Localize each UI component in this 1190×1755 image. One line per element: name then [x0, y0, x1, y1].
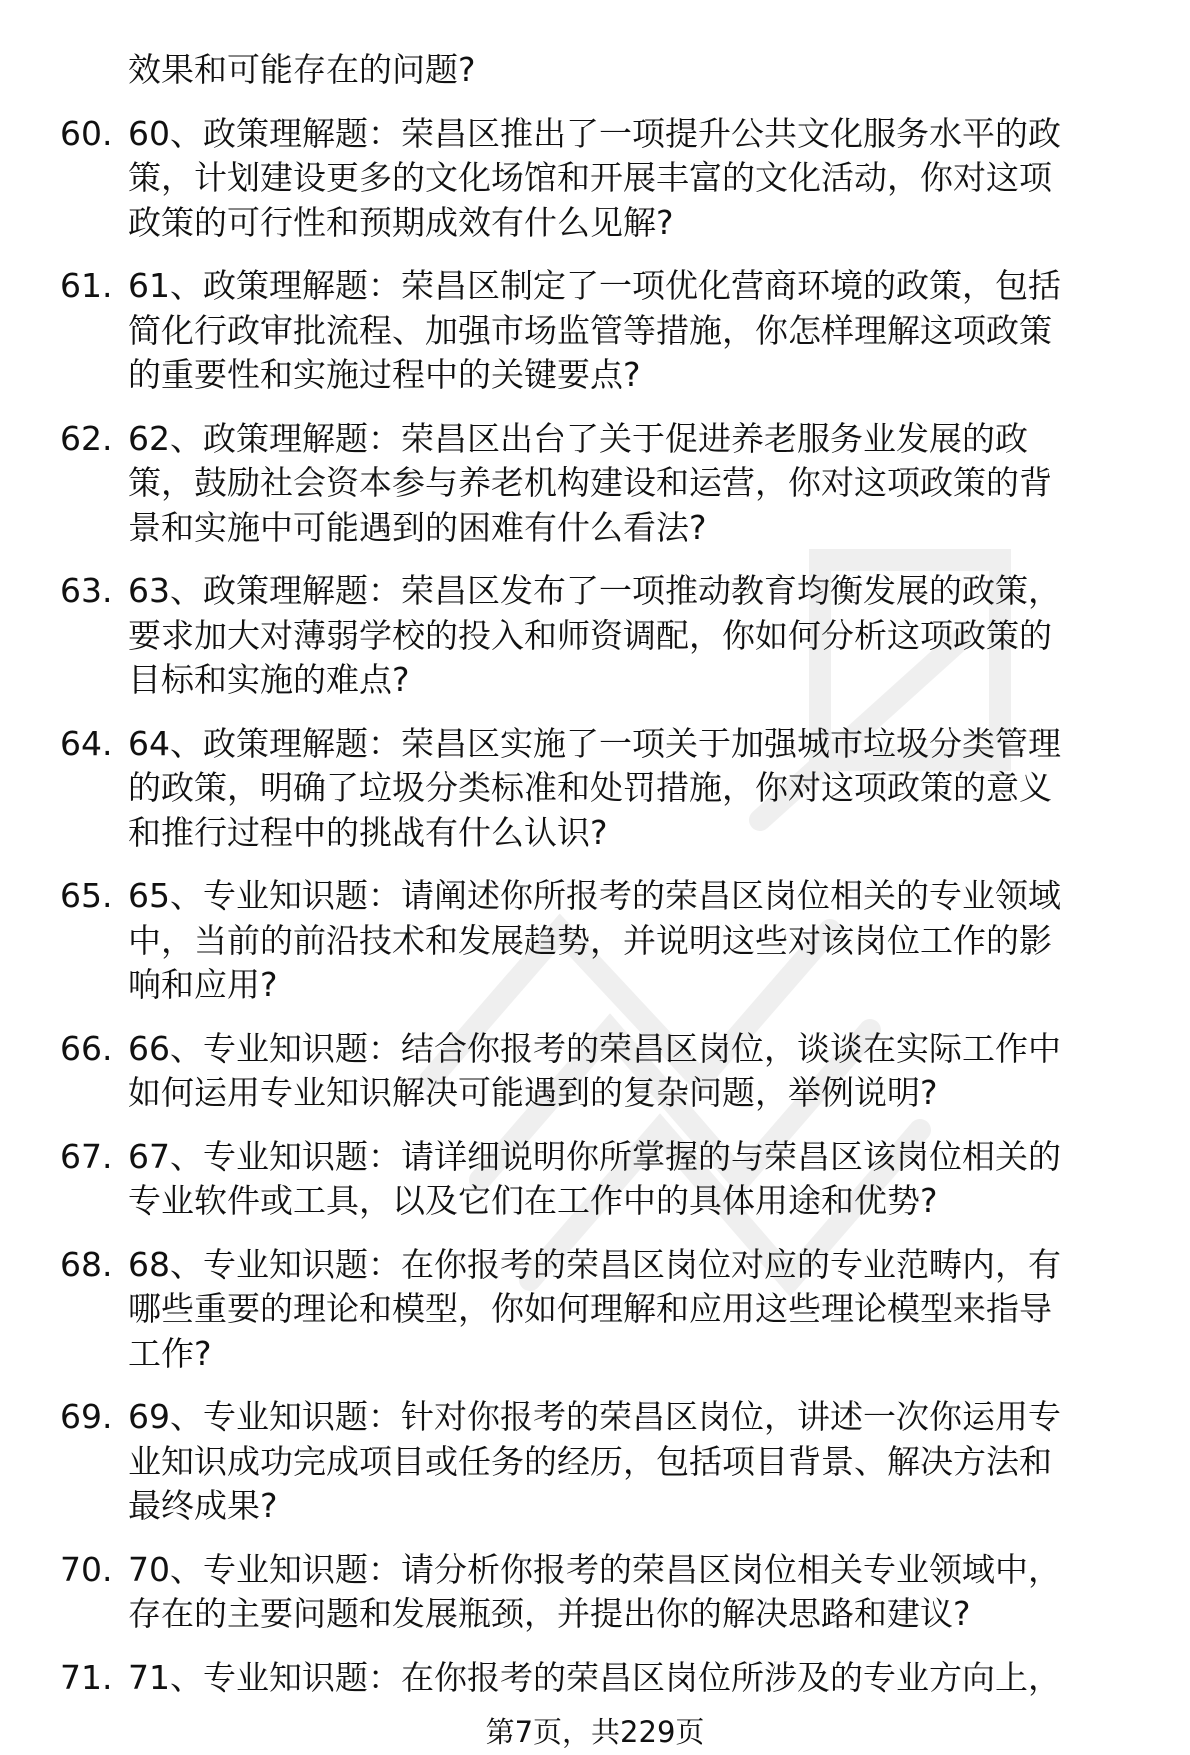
- list-item-first-line: [60, 417, 1150, 462]
- list-item-number: 63.: [60, 571, 113, 610]
- list-item-number: 69.: [60, 1397, 113, 1436]
- list-item-text: 63、政策理解题：荣昌区发布了一项推动教育均衡发展的政策，: [128, 571, 1061, 610]
- list-item-text: 70、专业知识题：请分析你报考的荣昌区岗位相关专业领域中，: [128, 1549, 1061, 1589]
- list-item-text: 的重要性和实施过程中的关键要点?: [128, 355, 641, 394]
- list-item: [60, 1656, 1150, 1701]
- page-footer: 第7页，共229页: [485, 1715, 705, 1749]
- list-item-text: 政策的可行性和预期成效有什么见解?: [128, 202, 674, 242]
- list-item: [60, 112, 1150, 246]
- list-item: [60, 1243, 1150, 1377]
- list-item-text: 要求加大对薄弱学校的投入和师资调配，你如何分析这项政策的: [128, 615, 1052, 655]
- list-item-text: 哪些重要的理论和模型，你如何理解和应用这些理论模型来指导: [128, 1289, 1052, 1328]
- list-item-text: 最终成果?: [128, 1486, 278, 1525]
- list-item-text: 和推行过程中的挑战有什么认识?: [128, 812, 608, 852]
- list-item-first-line: [60, 1243, 1150, 1288]
- list-item-text: 中，当前的前沿技术和发展趋势，并说明这些对该岗位工作的影: [128, 920, 1052, 960]
- list-item-number: 67.: [60, 1136, 113, 1176]
- question-list: [60, 112, 1150, 1701]
- list-item-number: 68.: [60, 1244, 113, 1284]
- list-item-text: 景和实施中可能遇到的困难有什么看法?: [128, 507, 707, 547]
- list-item-number: 61.: [60, 266, 113, 305]
- list-item-text: 简化行政审批流程、加强市场监管等措施，你怎样理解这项政策: [128, 310, 1052, 350]
- list-item-text: 65、专业知识题：请阐述你所报考的荣昌区岗位相关的专业领域: [128, 876, 1061, 915]
- list-item-number: 60.: [60, 113, 113, 153]
- list-item-number: 71.: [60, 1657, 113, 1697]
- list-item-text: 的政策，明确了垃圾分类标准和处罚措施，你对这项政策的意义: [128, 768, 1052, 807]
- list-item-text: 工作?: [128, 1333, 212, 1373]
- list-item: [60, 1135, 1150, 1224]
- list-item-text: 60、政策理解题：荣昌区推出了一项提升公共文化服务水平的政: [128, 113, 1061, 153]
- list-item-number: 62.: [60, 418, 113, 458]
- list-item: [60, 874, 1150, 1008]
- list-item-first-line: [60, 1135, 1150, 1180]
- intro-continuation: [60, 48, 1150, 93]
- list-item-first-line: [60, 1548, 1150, 1593]
- list-item-text: 业知识成功完成项目或任务的经历，包括项目背景、解决方法和: [128, 1441, 1052, 1481]
- list-item: [60, 1395, 1150, 1529]
- list-item-text: 68、专业知识题：在你报考的荣昌区岗位对应的专业范畴内，有: [128, 1244, 1061, 1284]
- list-item-text: 62、政策理解题：荣昌区出台了关于促进养老服务业发展的政: [128, 418, 1028, 458]
- list-item-first-line: [60, 1395, 1150, 1440]
- list-item-first-line: [60, 569, 1150, 614]
- list-item-first-line: [60, 1027, 1150, 1072]
- list-item-first-line: [60, 264, 1150, 309]
- list-item: [60, 264, 1150, 398]
- list-item-text: 策，计划建设更多的文化场馆和开展丰富的文化活动，你对这项: [128, 158, 1052, 197]
- list-item: [60, 417, 1150, 551]
- list-item-first-line: [60, 1656, 1150, 1701]
- list-item: [60, 1548, 1150, 1637]
- list-item-number: 64.: [60, 723, 113, 763]
- list-item: [60, 1027, 1150, 1116]
- list-item-text: 存在的主要问题和发展瓶颈，并提出你的解决思路和建议?: [128, 1594, 971, 1633]
- list-item-text: 61、政策理解题：荣昌区制定了一项优化营商环境的政策，包括: [128, 266, 1061, 305]
- list-item-number: 65.: [60, 876, 113, 915]
- list-item: [60, 569, 1150, 703]
- list-item-text: 响和应用?: [128, 965, 278, 1004]
- list-item-first-line: [60, 112, 1150, 157]
- list-item-text: 64、政策理解题：荣昌区实施了一项关于加强城市垃圾分类管理: [128, 723, 1061, 763]
- list-item-first-line: [60, 722, 1150, 767]
- list-item-text: 如何运用专业知识解决可能遇到的复杂问题，举例说明?: [128, 1073, 938, 1112]
- document-body: [60, 48, 1150, 1700]
- list-item-text: 71、专业知识题：在你报考的荣昌区岗位所涉及的专业方向上，: [128, 1657, 1061, 1697]
- intro-line: 效果和可能存在的问题?: [128, 50, 476, 89]
- list-item-text: 策，鼓励社会资本参与养老机构建设和运营，你对这项政策的背: [128, 463, 1052, 502]
- list-item-number: 66.: [60, 1028, 113, 1068]
- list-item-text: 专业软件或工具，以及它们在工作中的具体用途和优势?: [128, 1181, 938, 1220]
- list-item-text: 69、专业知识题：针对你报考的荣昌区岗位，讲述一次你运用专: [128, 1397, 1061, 1436]
- list-item-number: 70.: [60, 1549, 113, 1589]
- list-item-text: 67、专业知识题：请详细说明你所掌握的与荣昌区该岗位相关的: [128, 1136, 1061, 1176]
- list-item-text: 目标和实施的难点?: [128, 660, 410, 699]
- list-item-first-line: [60, 874, 1150, 919]
- list-item-text: 66、专业知识题：结合你报考的荣昌区岗位，谈谈在实际工作中: [128, 1028, 1061, 1068]
- list-item: [60, 722, 1150, 856]
